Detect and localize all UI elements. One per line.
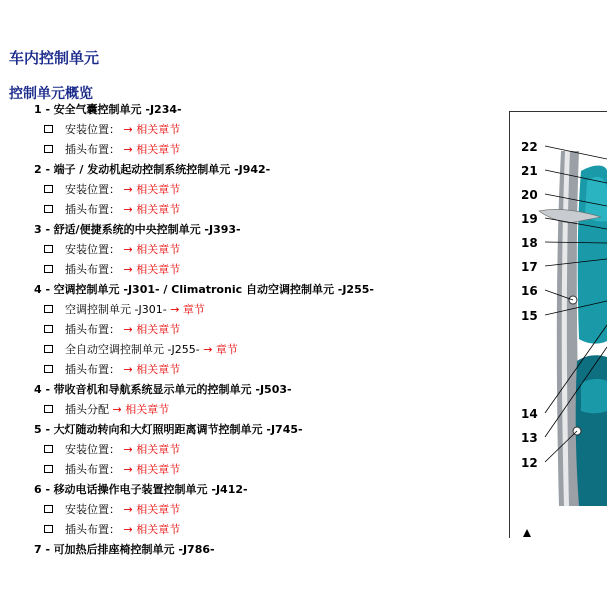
chapter-link[interactable]: → 相关章节: [123, 243, 181, 256]
figure-svg: [509, 111, 607, 538]
square-bullet-icon: [44, 265, 53, 273]
item-number: 7 -: [34, 543, 51, 556]
chapter-link[interactable]: → 相关章节: [123, 363, 181, 376]
sub-item: [34, 120, 504, 140]
chapter-link[interactable]: → 相关章节: [123, 263, 181, 276]
chapter-link[interactable]: → 相关章节: [123, 503, 181, 516]
callout-label: 21: [521, 164, 538, 178]
square-bullet-icon: [44, 345, 53, 353]
item-label: 可加热后排座椅控制单元 -J786-: [53, 543, 215, 556]
sub-text: 插头布置：: [65, 463, 120, 476]
item-number: 4 -: [34, 383, 51, 396]
callout-label: 19: [521, 212, 538, 226]
sub-item: [34, 320, 504, 340]
list-item: [34, 220, 504, 240]
callout-label: 12: [521, 456, 538, 470]
sub-item: [34, 180, 504, 200]
sub-item: [34, 400, 504, 420]
item-number: 3 -: [34, 223, 51, 236]
item-label: 舒适/便捷系统的中央控制单元 -J393-: [53, 223, 241, 236]
square-bullet-icon: [44, 245, 53, 253]
sub-item: [34, 440, 504, 460]
sub-text: 插头布置：: [65, 363, 120, 376]
square-bullet-icon: [44, 325, 53, 333]
sub-item: [34, 360, 504, 380]
sub-item: [34, 260, 504, 280]
square-bullet-icon: [44, 145, 53, 153]
square-bullet-icon: [44, 465, 53, 473]
sub-text: 安装位置：: [65, 243, 120, 256]
sub-item: [34, 140, 504, 160]
callout-label: 14: [521, 407, 538, 421]
chapter-link[interactable]: → 相关章节: [123, 143, 181, 156]
item-number: 6 -: [34, 483, 51, 496]
sub-text: 安装位置：: [65, 123, 120, 136]
sub-item: [34, 460, 504, 480]
sub-text: 插头布置：: [65, 143, 120, 156]
chapter-link[interactable]: → 相关章节: [123, 183, 181, 196]
chapter-link[interactable]: → 相关章节: [123, 443, 181, 456]
item-label: 大灯随动转向和大灯照明距离调节控制单元 -J745-: [53, 423, 303, 436]
list-item: [34, 480, 504, 500]
sub-item: [34, 340, 504, 360]
callout-label: 13: [521, 431, 538, 445]
chapter-link[interactable]: → 相关章节: [123, 323, 181, 336]
section-title: 控制单元概览: [9, 86, 93, 102]
square-bullet-icon: [44, 445, 53, 453]
square-bullet-icon: [44, 505, 53, 513]
item-number: 2 -: [34, 163, 51, 176]
callout-label: 22: [521, 140, 538, 154]
sub-text: 空调控制单元 -J301-: [65, 303, 167, 316]
callout-label: 18: [521, 236, 538, 250]
list-item: [34, 380, 504, 400]
sub-text: 插头布置：: [65, 323, 120, 336]
chapter-link[interactable]: → 相关章节: [123, 463, 181, 476]
page-title: 车内控制单元: [9, 49, 100, 67]
square-bullet-icon: [44, 125, 53, 133]
sub-text: 安装位置：: [65, 183, 120, 196]
control-unit-list: [34, 100, 504, 560]
chapter-link[interactable]: → 相关章节: [123, 523, 181, 536]
sub-text: 插头布置：: [65, 263, 120, 276]
lower-panel-highlight: [581, 379, 607, 413]
callout-label: 20: [521, 188, 538, 202]
item-label: 移动电话操作电子装置控制单元 -J412-: [53, 483, 248, 496]
list-item: [34, 280, 504, 300]
chapter-link[interactable]: → 相关章节: [112, 403, 170, 416]
list-item: [34, 100, 504, 120]
sub-item: [34, 200, 504, 220]
sub-text: 全自动空调控制单元 -J255-: [65, 343, 200, 356]
sub-text: 插头布置：: [65, 523, 120, 536]
square-bullet-icon: [44, 205, 53, 213]
sub-text: 安装位置：: [65, 503, 120, 516]
callout-label: 15: [521, 309, 538, 323]
item-label: 端子 / 发动机起动控制系统控制单元 -J942-: [53, 163, 271, 176]
sub-text: 插头布置：: [65, 203, 120, 216]
callout-label: 16: [521, 284, 538, 298]
sub-item: [34, 300, 504, 320]
square-bullet-icon: [44, 525, 53, 533]
sub-text: 插头分配: [65, 403, 109, 416]
triangle-marker-icon: [523, 529, 531, 537]
list-item: [34, 160, 504, 180]
square-bullet-icon: [44, 185, 53, 193]
sub-text: 安装位置：: [65, 443, 120, 456]
vehicle-interior-figure: [509, 111, 607, 538]
chapter-link[interactable]: → 相关章节: [123, 123, 181, 136]
item-label: 安全气囊控制单元 -J234-: [53, 103, 182, 116]
square-bullet-icon: [44, 305, 53, 313]
item-number: 1 -: [34, 103, 51, 116]
item-number: 5 -: [34, 423, 51, 436]
sub-item: [34, 520, 504, 540]
list-item: [34, 540, 504, 560]
chapter-link[interactable]: → 章节: [203, 343, 238, 356]
item-number: 4 -: [34, 283, 51, 296]
square-bullet-icon: [44, 365, 53, 373]
chapter-link[interactable]: → 章节: [170, 303, 205, 316]
sub-item: [34, 500, 504, 520]
list-item: [34, 420, 504, 440]
item-label: 带收音机和导航系统显示单元的控制单元 -J503-: [53, 383, 292, 396]
item-label: 空调控制单元 -J301- / Climatronic 自动空调控制单元 -J255-: [53, 283, 374, 296]
square-bullet-icon: [44, 405, 53, 413]
chapter-link[interactable]: → 相关章节: [123, 203, 181, 216]
callout-label: 17: [521, 260, 538, 274]
sub-item: [34, 240, 504, 260]
